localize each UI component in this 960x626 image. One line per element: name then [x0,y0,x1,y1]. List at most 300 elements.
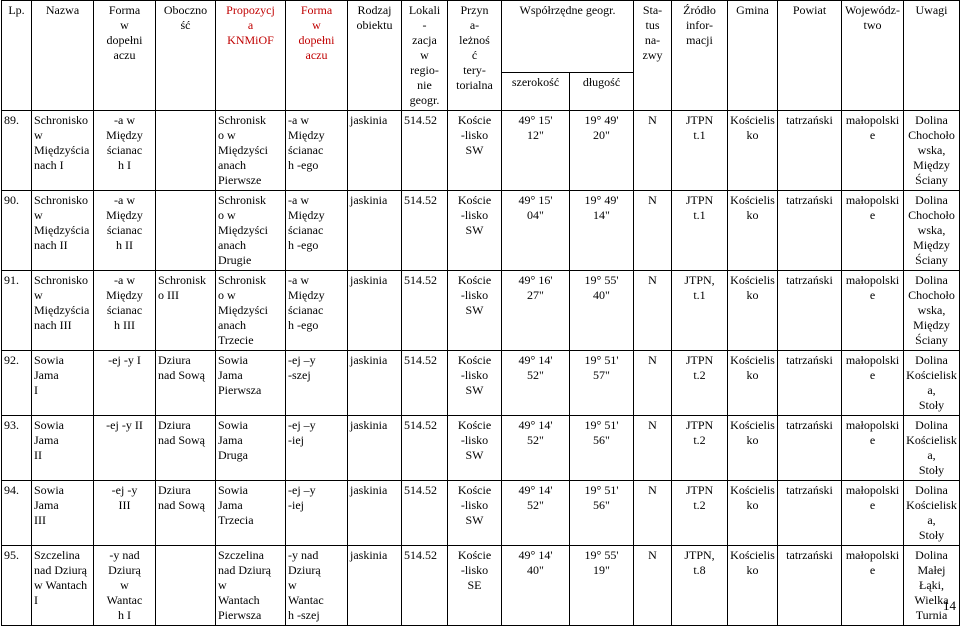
header-line: nie [417,78,432,92]
header-line: Przyn [460,3,489,17]
cell-line: 49° 14' [518,483,553,497]
header-line: Oboczno [163,3,208,17]
cell-line: 56" [593,498,610,512]
cell-line: -ej -y [111,483,138,497]
cell-gmina [728,271,778,351]
cell-line: Koście [457,353,492,367]
cell-status [634,351,672,416]
cell-line: ko [746,563,759,577]
cell-text: N [648,548,657,562]
cell-line: Jama [218,368,243,382]
cell-line: 57" [593,368,610,382]
cell-lokalizacja [402,191,448,271]
cell-dlugosc [570,111,634,191]
cell-line: Sowia Jama [34,418,64,447]
cell-line: JTPN, [684,548,715,562]
cell-obocznosc [156,111,216,191]
cell-zrodlo [672,546,728,626]
cell-dlugosc [570,416,634,481]
cell-line: e [869,563,876,577]
header-line: macji [686,33,713,47]
cell-forma-2 [286,271,348,351]
table-row [2,111,960,191]
cell-line: II [34,448,42,462]
cell-przynaleznosc [448,271,502,351]
cell-forma-2 [286,481,348,546]
cell-line: JTPN [685,193,714,207]
cell-line: 49° 16' [518,273,553,287]
cell-text: 92. [4,353,19,367]
cell-lokalizacja [402,546,448,626]
cell-line: Jama [218,433,243,447]
cell-text: N [648,113,657,127]
cell-line: o w [218,128,236,142]
cell-line: Schronisko [34,273,88,287]
header-propozycja [216,1,286,111]
cell-line: Chochołowska, [908,128,955,157]
cell-forma-2 [286,416,348,481]
cell-rodzaj [348,546,402,626]
cell-line: małopolski [845,548,900,562]
header-line: w [420,48,429,62]
cell-text: jaskinia [350,193,388,207]
cell-line: Koście [457,273,492,287]
header-status [634,1,672,111]
cell-line: Jama [218,498,243,512]
header-lokalizacja [402,1,448,111]
cell-line: SE [467,578,482,592]
cell-rodzaj [348,111,402,191]
cell-lp [2,111,32,191]
cell-status [634,191,672,271]
cell-text: 514.52 [404,548,437,562]
cell-line: o w [218,208,236,222]
cell-line: 19° 49' [584,113,619,127]
cell-line: I [34,383,38,397]
cell-przynaleznosc [448,191,502,271]
cell-line: -szej [288,368,311,382]
cell-line: 49° 14' [518,548,553,562]
cell-line: Kościeliska, [906,433,957,462]
cell-line: 52" [527,433,544,447]
cell-text: tatrzański [786,418,833,432]
cell-szerokosc [502,416,570,481]
cell-text: 514.52 [404,193,437,207]
cell-line: 19° 55' [584,273,619,287]
header-line: zwy [642,48,663,62]
cell-line: Dolina [915,273,948,287]
cell-status [634,481,672,546]
header-line: KNMiOF [227,33,274,47]
cell-lp [2,271,32,351]
table-row [2,351,960,416]
cell-text: jaskinia [350,113,388,127]
cell-line: SW [465,143,484,157]
cell-przynaleznosc [448,351,502,416]
cell-line: nach I [34,158,64,172]
cell-szerokosc [502,271,570,351]
cell-line: małopolski [845,418,900,432]
cell-line: -lisko [460,208,489,222]
cell-text: 514.52 [404,483,437,497]
cell-line: Międzyści [218,143,268,157]
cell-line: małopolski [845,113,900,127]
header-line: dopełni [298,33,335,47]
cell-line: nad Sową [158,433,205,447]
cell-line: Dolina [915,193,948,207]
cell-line: -a w [288,113,309,127]
cell-line: ko [746,433,759,447]
cell-line: -ej –y [288,483,316,497]
header-line: tus [645,18,660,32]
cell-line: e [869,368,876,382]
cell-line: 19° 49' [584,193,619,207]
cell-line: w [34,128,43,142]
cell-line: nach III [34,318,72,332]
cell-line: SW [465,303,484,317]
cell-line: SW [465,513,484,527]
cell-nazwa [32,191,94,271]
cell-line: Schronisk [218,273,266,287]
cell-line: -ej -y I [108,353,141,367]
header-line: obiektu [356,18,393,32]
header-line: dopełni [106,33,143,47]
cell-line: -a w [114,273,135,287]
cell-line: Chochołowska, [908,288,955,317]
header-lp: Lp. [2,1,32,111]
cell-line: Druga [218,448,248,462]
cell-line: SW [465,448,484,462]
cell-rodzaj [348,191,402,271]
cell-line: h I [118,158,131,172]
cell-line: małopolski [845,483,900,497]
cell-line: Wantach [218,593,260,607]
cell-text: 89. [4,113,19,127]
header-line: Propozycj [226,3,275,17]
cell-powiat [778,111,842,191]
cell-nazwa [32,481,94,546]
cell-szerokosc [502,481,570,546]
header-line: a- [469,18,480,32]
cell-rodzaj [348,271,402,351]
cell-line: 52" [527,368,544,382]
cell-text: tatrzański [786,193,833,207]
cell-propozycja [216,481,286,546]
cell-wojewodztwo [842,191,904,271]
cell-line: I [34,593,38,607]
cell-text: N [648,483,657,497]
cell-line: 12" [527,128,544,142]
cell-text: 514.52 [404,353,437,367]
cell-uwagi [904,416,960,481]
cell-status [634,416,672,481]
cell-obocznosc [156,416,216,481]
cell-line: nad Sową [158,368,205,382]
cell-line: Łąki, Wielka [914,578,949,607]
cell-obocznosc [156,351,216,416]
header-line: zacja [412,33,437,47]
cell-line: Dolina [915,483,948,497]
cell-line: Trzecia [218,513,254,527]
cell-line: t.2 [693,433,706,447]
cell-line: małopolski [845,193,900,207]
cell-wojewodztwo [842,271,904,351]
cell-line: JTPN [685,113,714,127]
cell-text: 514.52 [404,418,437,432]
header-line: leżnoś [459,33,490,47]
cell-line: Kościelis [730,113,775,127]
cell-line: 49° 15' [518,193,553,207]
cell-line: ko [746,368,759,382]
cell-line: h -ego [288,158,319,172]
cell-line: Kościelis [730,483,775,497]
cell-line: SW [465,223,484,237]
cell-lokalizacja [402,111,448,191]
cell-line: Dolina [915,418,948,432]
header-line: two [863,18,882,32]
cell-lp [2,191,32,271]
cell-line: ko [746,288,759,302]
cell-line: Chochołowska, [908,208,955,237]
cell-text: N [648,418,657,432]
cell-line: h -szej [288,608,320,622]
cell-line: JTPN [685,353,714,367]
cell-line: Kościelis [730,548,775,562]
cell-propozycja [216,271,286,351]
cell-line: 19" [593,563,610,577]
cell-szerokosc [502,546,570,626]
cell-line: 56" [593,433,610,447]
cell-line: w Wantach [34,578,88,592]
cell-line: ścianac [288,303,324,317]
cell-line: ścianac [106,143,143,157]
cell-gmina [728,546,778,626]
cell-lokalizacja [402,481,448,546]
cell-line: nach II [34,238,68,252]
cell-forma [94,546,156,626]
header-line: ć [471,48,478,62]
header-obocznosc [156,1,216,111]
cell-line: -iej [288,498,304,512]
cell-text: 95. [4,548,19,562]
cell-text: jaskinia [350,353,388,367]
cell-line: -lisko [460,433,489,447]
header-line: - [422,18,427,32]
cell-obocznosc [156,546,216,626]
cell-status [634,111,672,191]
header-forma [94,1,156,111]
cell-obocznosc [156,271,216,351]
header-line: ść [180,18,191,32]
cell-line: anach [218,158,246,172]
cell-lp [2,351,32,416]
cell-line: -y nad [288,548,319,562]
cell-line: Koście [457,483,492,497]
table-row [2,481,960,546]
header-line: aczu [113,48,136,62]
cell-text: jaskinia [350,273,388,287]
cell-line: Międzyścia [34,223,90,237]
cell-line: o w [218,288,236,302]
cell-line: Schronisk [218,193,266,207]
cell-line: ścianac [288,143,324,157]
cell-lokalizacja [402,351,448,416]
cell-line: Koście [457,418,492,432]
cell-line: ścianac [106,303,143,317]
header-uwagi: Uwagi [904,1,960,111]
cell-status [634,546,672,626]
cell-wojewodztwo [842,481,904,546]
cell-line: Między Ściany [913,158,950,187]
cell-line: Dziura [158,418,191,432]
cell-line: e [869,498,876,512]
header-forma-2 [286,1,348,111]
cell-line: h -ego [288,318,319,332]
cell-line: Sowia [218,483,248,497]
cell-forma-2 [286,546,348,626]
header-rodzaj [348,1,402,111]
cell-line: Kościelis [730,273,775,287]
cell-text: 514.52 [404,113,437,127]
cell-lokalizacja [402,271,448,351]
cell-line: t.1 [693,208,706,222]
cell-line: e [869,433,876,447]
header-nazwa: Nazwa [32,1,94,111]
cell-line: -lisko [460,288,489,302]
cell-line: Pierwsza [218,383,262,397]
cell-line: Między [288,208,325,222]
cell-line: małopolski [845,273,900,287]
cell-forma [94,481,156,546]
header-line: Sta- [642,3,663,17]
cell-uwagi [904,481,960,546]
header-wojewodztwo [842,1,904,111]
cell-text: N [648,353,657,367]
cell-line: Stoły [918,463,945,477]
cell-wojewodztwo [842,416,904,481]
cell-rodzaj [348,351,402,416]
cell-line: w [218,578,227,592]
cell-line: -a w [114,113,135,127]
cell-line: Sowia Jama [34,353,64,382]
cell-line: 40" [593,288,610,302]
cell-line: -a w [114,193,135,207]
cell-line: Stoły [918,528,945,542]
place-names-table [1,0,960,626]
cell-line: ko [746,128,759,142]
cell-line: Między Ściany [913,238,950,267]
cell-szerokosc [502,191,570,271]
cell-line: 19° 55' [584,548,619,562]
cell-line: e [869,128,876,142]
cell-text: 91. [4,273,19,287]
cell-line: -ej –y [288,353,316,367]
cell-line: h -ego [288,238,319,252]
cell-line: -lisko [460,128,489,142]
cell-line: nad Dziurą [34,563,87,577]
cell-line: h I [118,608,131,622]
cell-zrodlo [672,271,728,351]
cell-line: Dolina Małej [915,548,948,577]
cell-powiat [778,351,842,416]
cell-line: nad Dziurą [218,563,271,577]
header-line: infor- [685,18,714,32]
header-line: Lokali [408,3,441,17]
cell-line: Sowia Jama [34,483,64,512]
cell-line: 19° 51' [584,353,619,367]
cell-line: Dziurą [288,563,321,577]
cell-line: 40" [527,563,544,577]
cell-line: Kościelis [730,353,775,367]
cell-line: Koście [457,193,492,207]
cell-line: t.2 [693,368,706,382]
header-line: Wojewódz- [844,3,900,17]
cell-line: 19° 51' [584,418,619,432]
cell-line: Między Ściany [913,318,950,347]
cell-line: -y nad [109,548,140,562]
cell-text: tatrzański [786,273,833,287]
cell-line: Kościelis [730,193,775,207]
cell-line: w [34,288,43,302]
cell-line: Między [106,128,143,142]
cell-line: 27" [527,288,544,302]
header-line: Forma [300,3,333,17]
cell-line: 04" [527,208,544,222]
cell-nazwa [32,271,94,351]
cell-dlugosc [570,271,634,351]
cell-wojewodztwo [842,111,904,191]
cell-text: 90. [4,193,19,207]
cell-line: Wantac [288,593,324,607]
cell-line: Dziura [158,483,191,497]
cell-line: Schronisko [34,113,88,127]
cell-line: w [120,578,129,592]
cell-line: Między [288,288,325,302]
cell-line: III [118,498,131,512]
cell-text: 514.52 [404,273,437,287]
cell-text: 94. [4,483,19,497]
cell-line: Schronisk [218,113,266,127]
header-line: torialna [456,78,493,92]
header-line: Rodzaj [357,3,392,17]
cell-line: Między [288,128,325,142]
cell-gmina [728,481,778,546]
table-row [2,546,960,626]
cell-line: ścianac [288,223,324,237]
header-line: w [120,18,129,32]
cell-line: nad Sową [158,498,205,512]
cell-line: 52" [527,498,544,512]
cell-line: Stoły [918,398,945,412]
cell-nazwa [32,416,94,481]
cell-nazwa [32,351,94,416]
cell-line: Sowia [218,418,248,432]
cell-line: Koście [457,548,492,562]
cell-line: Drugie [218,253,252,267]
cell-line: o III [158,288,179,302]
cell-powiat [778,546,842,626]
cell-text: N [648,193,657,207]
cell-line: Koście [457,113,492,127]
cell-line: -lisko [460,368,489,382]
cell-lp [2,481,32,546]
cell-gmina [728,351,778,416]
cell-line: Międzyścia [34,303,90,317]
cell-line: anach [218,318,246,332]
cell-obocznosc [156,481,216,546]
cell-powiat [778,191,842,271]
cell-line: Między [106,288,143,302]
